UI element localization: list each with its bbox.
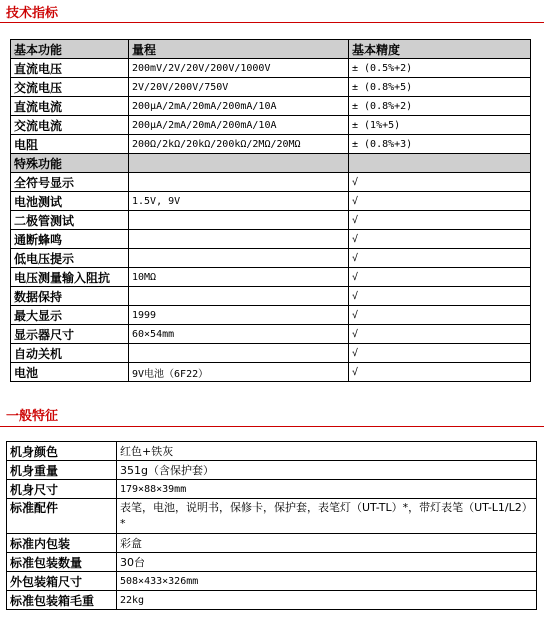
row-label: 低电压提示 [11,249,129,268]
table-row [11,249,531,268]
value-cell: 彩盒 [117,534,537,553]
section-title-tech-specs: 技术指标 [6,6,59,21]
table-row [11,192,531,211]
row-label: 通断蜂鸣 [11,230,129,249]
row-label: 直流电压 [11,59,129,78]
table-row [11,59,531,78]
check-mark: √ [349,344,531,363]
table-row [11,135,531,154]
value-cell: 351g（含保护套） [117,461,537,480]
range-cell: 200μA/2mA/20mA/200mA/10A [129,116,349,135]
accuracy-cell: ± (0.8%+2) [349,97,531,116]
table-row [11,325,531,344]
range-cell: 200μA/2mA/20mA/200mA/10A [129,97,349,116]
row-label: 数据保持 [11,287,129,306]
table-row [7,499,537,534]
general-table [6,441,537,610]
value-cell: 表笔，电池，说明书，保修卡，保护套，表笔灯（UT-TL）*，带灯表笔（UT-L1/L2）* [117,499,537,534]
row-label: 机身重量 [7,461,117,480]
empty-cell [129,154,349,173]
range-cell: 10MΩ [129,268,349,287]
range-cell: 1.5V, 9V [129,192,349,211]
row-label: 自动关机 [11,344,129,363]
value-cell: 30台 [117,553,537,572]
column-header-function: 基本功能 [11,40,129,59]
range-cell: 2V/20V/200V/750V [129,78,349,97]
table-row [11,230,531,249]
row-label: 交流电流 [11,116,129,135]
spec-table [10,39,531,382]
check-mark: √ [349,325,531,344]
row-label: 机身尺寸 [7,480,117,499]
row-label: 电阻 [11,135,129,154]
value-cell: 红色+铁灰 [117,442,537,461]
table-row [11,268,531,287]
range-cell [129,344,349,363]
table-row [7,553,537,572]
range-cell [129,249,349,268]
section-title-general: 一般特征 [6,409,59,424]
range-cell [129,230,349,249]
check-mark: √ [349,249,531,268]
row-label: 外包装箱尺寸 [7,572,117,591]
accuracy-cell: ± (0.8%+5) [349,78,531,97]
range-cell [129,287,349,306]
table-row [7,591,537,610]
column-header-range: 量程 [129,40,349,59]
row-label: 标准包装数量 [7,553,117,572]
check-mark: √ [349,306,531,325]
range-cell: 60×54mm [129,325,349,344]
table-row [7,572,537,591]
check-mark: √ [349,173,531,192]
check-mark: √ [349,268,531,287]
accuracy-cell: ± (0.5%+2) [349,59,531,78]
value-cell: 22kg [117,591,537,610]
row-label: 最大显示 [11,306,129,325]
table-row [11,344,531,363]
row-label: 电压测量输入阻抗 [11,268,129,287]
row-label: 二极管测试 [11,211,129,230]
table-row [11,363,531,382]
check-mark: √ [349,363,531,382]
special-functions-title: 特殊功能 [11,154,129,173]
row-label: 全符号显示 [11,173,129,192]
empty-cell [349,154,531,173]
row-label: 电池测试 [11,192,129,211]
table-row [7,442,537,461]
table-row [11,78,531,97]
row-label: 交流电压 [11,78,129,97]
accuracy-cell: ± (1%+5) [349,116,531,135]
row-label: 电池 [11,363,129,382]
range-cell: 9V电池（6F22） [129,363,349,382]
table-row [11,287,531,306]
row-label: 标准包装箱毛重 [7,591,117,610]
row-label: 标准内包装 [7,534,117,553]
range-cell: 200mV/2V/20V/200V/1000V [129,59,349,78]
table-row [11,173,531,192]
value-cell: 179×88×39mm [117,480,537,499]
table-row [11,97,531,116]
range-cell [129,211,349,230]
range-cell [129,173,349,192]
value-cell: 508×433×326mm [117,572,537,591]
row-label: 显示器尺寸 [11,325,129,344]
accuracy-cell: ± (0.8%+3) [349,135,531,154]
table-row [7,461,537,480]
check-mark: √ [349,230,531,249]
row-label: 直流电流 [11,97,129,116]
table-row [11,116,531,135]
spec-header-row [11,40,531,59]
check-mark: √ [349,211,531,230]
table-row [11,211,531,230]
section-divider [0,426,544,427]
range-cell: 200Ω/2kΩ/20kΩ/200kΩ/2MΩ/20MΩ [129,135,349,154]
check-mark: √ [349,287,531,306]
table-row [7,534,537,553]
row-label: 机身颜色 [7,442,117,461]
section-divider [0,22,544,23]
special-functions-header-row [11,154,531,173]
table-row [11,306,531,325]
row-label: 标准配件 [7,499,117,534]
check-mark: √ [349,192,531,211]
table-row [7,480,537,499]
column-header-accuracy: 基本精度 [349,40,531,59]
range-cell: 1999 [129,306,349,325]
